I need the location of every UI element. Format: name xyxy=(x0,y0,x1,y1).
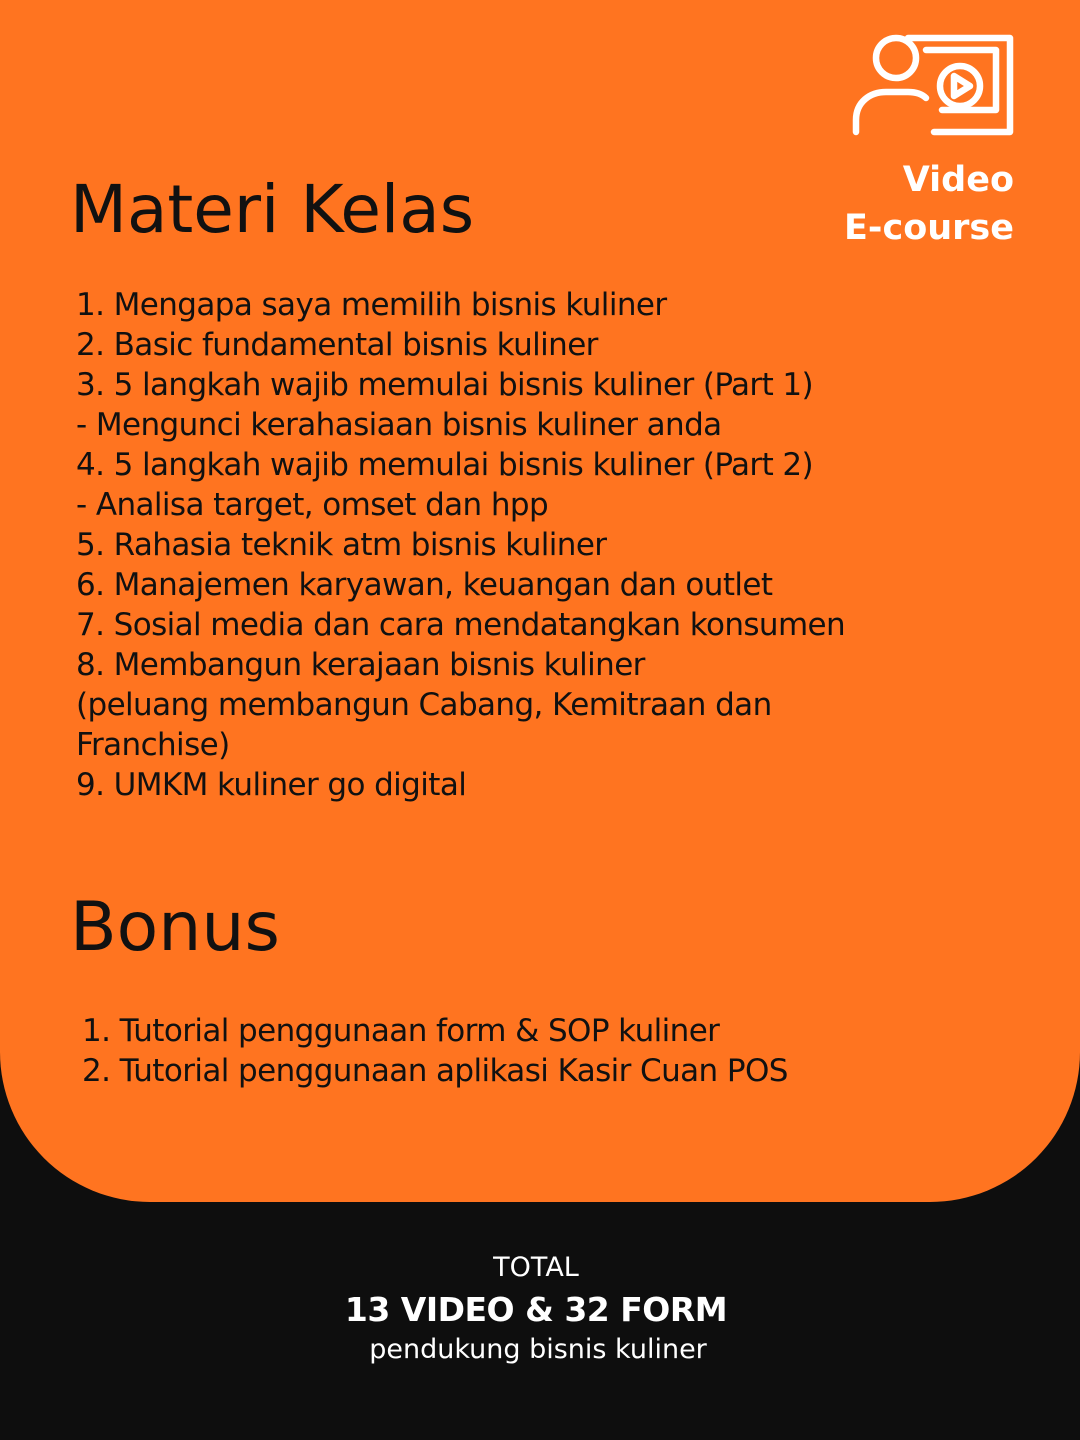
badge-line-video: Video xyxy=(902,160,1014,200)
materi-item-1: 1. Mengapa saya memilih bisnis kuliner xyxy=(76,287,667,323)
materi-item-8: 8. Membangun kerajaan bisnis kuliner xyxy=(76,647,645,683)
badge-line-ecourse: E-course xyxy=(844,208,1014,248)
materi-item-6: 6. Manajemen karyawan, keuangan dan outlet xyxy=(76,567,773,603)
video-ecourse-badge xyxy=(814,30,1014,252)
materi-item-7: 7. Sosial media dan cara mendatangkan konsumen xyxy=(76,607,846,643)
materi-kelas-heading: Materi Kelas xyxy=(70,171,475,248)
materi-item-5: 5. Rahasia teknik atm bisnis kuliner xyxy=(76,527,607,563)
total-count: 13 VIDEO & 32 FORM xyxy=(344,1290,728,1329)
video-course-icon xyxy=(850,30,1014,138)
total-label: TOTAL xyxy=(493,1252,579,1283)
materi-list xyxy=(76,285,845,805)
bonus-item-1: 1. Tutorial penggunaan form & SOP kuliner xyxy=(82,1013,720,1049)
materi-item-4-sub: - Analisa target, omset dan hpp xyxy=(76,487,549,523)
bonus-item-2: 2. Tutorial penggunaan aplikasi Kasir Cuan POS xyxy=(82,1053,788,1089)
materi-item-3-sub: - Mengunci kerahasiaan bisnis kuliner anda xyxy=(76,407,722,443)
bonus-list xyxy=(82,1011,788,1091)
total-summary xyxy=(0,1248,1080,1368)
materi-item-8-sub-1: (peluang membangun Cabang, Kemitraan dan xyxy=(76,687,772,723)
materi-item-9: 9. UMKM kuliner go digital xyxy=(76,767,467,803)
bonus-heading: Bonus xyxy=(70,888,280,967)
materi-item-3: 3. 5 langkah wajib memulai bisnis kuliner (Part 1) xyxy=(76,367,814,403)
badge-text xyxy=(814,156,1014,252)
materi-item-4: 4. 5 langkah wajib memulai bisnis kuliner (Part 2) xyxy=(76,447,814,483)
materi-item-8-sub-2: Franchise) xyxy=(76,727,230,763)
materi-item-2: 2. Basic fundamental bisnis kuliner xyxy=(76,327,598,363)
total-subtitle: pendukung bisnis kuliner xyxy=(369,1334,707,1365)
